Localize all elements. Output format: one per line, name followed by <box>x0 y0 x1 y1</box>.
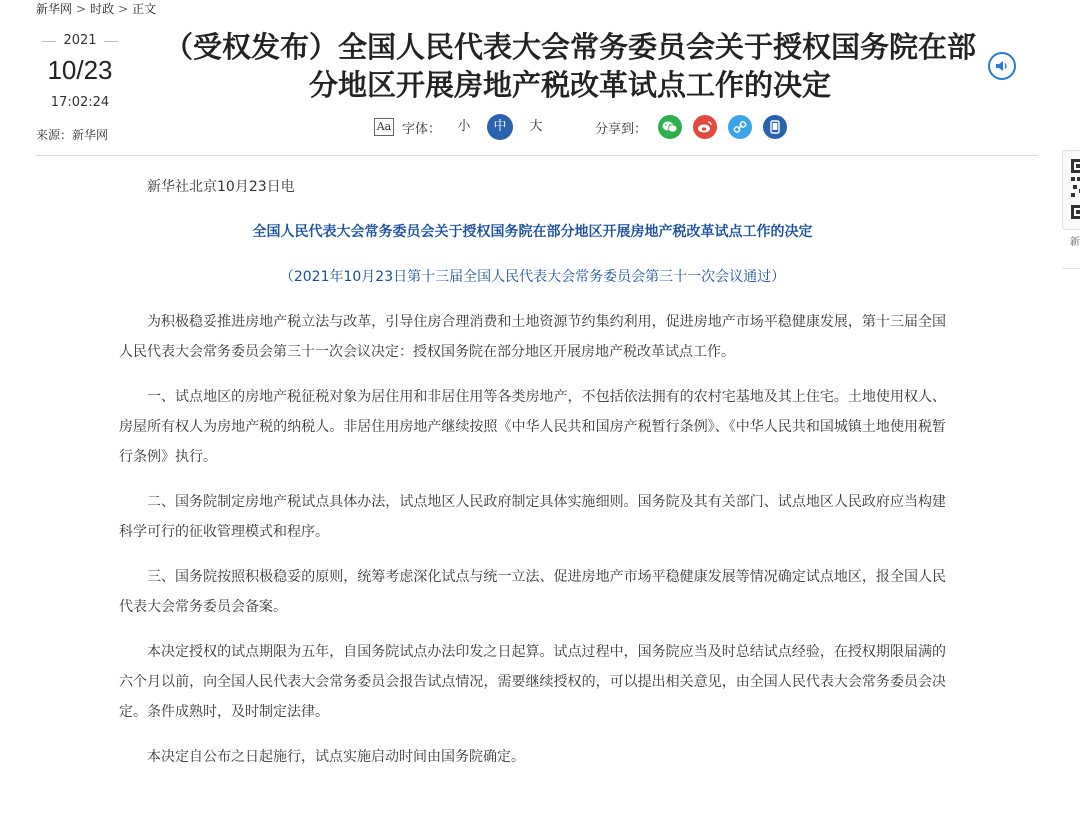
article-paragraph: 一、试点地区的房地产税征税对象为居住用和非居住用等各类房地产，不包括依法拥有的农村宅基地及其上住宅。土地使用权人、房屋所有权人为房地产税的纳税人。非居住用房地产继续按照《中华人民共和国房产税暂行条例》、《中华人民共和国城镇土地使用税暂行条例》执行。 <box>119 389 946 465</box>
publish-date <box>36 32 124 112</box>
font-size-icon: Aa <box>374 118 394 136</box>
article-heading: 全国人民代表大会常务委员会关于授权国务院在部分地区开展房地产税改革试点工作的决定 <box>252 224 813 240</box>
publish-month-day: 10/23 <box>47 55 113 85</box>
article-dateline: 新华社北京10月23日电 <box>147 179 295 195</box>
article-paragraph: 本决定授权的试点期限为五年，自国务院试点办法印发之日起算。试点过程中，国务院应当及时总结试点经验，在授权期限届满的六个月以前，向全国人民代表大会常务委员会报告试点情况，需要继续授权的，可以提出相关意见，由全国人民代表大会常务委员会决定。条件成熟时，及时制定法律。 <box>119 644 946 720</box>
article-paragraph: 二、国务院制定房地产税试点具体办法，试点地区人民政府制定具体实施细则。国务院及其有关部门、试点地区人民政府应当构建科学可行的征收管理模式和程序。 <box>119 494 946 540</box>
side-divider <box>1062 268 1080 269</box>
article-source: 来源：新华网 <box>36 128 109 142</box>
breadcrumb-politics-link[interactable]: 时政 <box>90 2 115 16</box>
qr-code-icon <box>1071 159 1080 219</box>
share-label: 分享到： <box>595 121 648 137</box>
font-size-large-button[interactable]: 大 <box>529 119 543 134</box>
publish-time: 17:02:24 <box>50 95 110 110</box>
weibo-icon[interactable] <box>693 115 717 139</box>
qr-code-widget[interactable] <box>1062 150 1080 230</box>
article-paragraph: 本决定自公布之日起施行，试点实施启动时间由国务院确定。 <box>147 749 525 765</box>
page-title: （受权发布）全国人民代表大会常务委员会关于授权国务院在部分地区开展房地产税改革试点工作的决定 <box>163 30 976 102</box>
speaker-icon <box>994 58 1010 74</box>
article-toolbar <box>374 114 787 140</box>
header-divider <box>36 155 1038 156</box>
side-widget-label: 新 <box>1070 237 1080 248</box>
breadcrumb-separator: > <box>76 2 87 16</box>
breadcrumb <box>36 0 156 18</box>
breadcrumb-separator: > <box>118 2 129 16</box>
article-body <box>119 172 946 772</box>
breadcrumb-current: 正文 <box>132 2 157 16</box>
mobile-icon[interactable] <box>763 115 787 139</box>
link-icon[interactable] <box>728 115 752 139</box>
article-paragraph: 为积极稳妥推进房地产税立法与改革，引导住房合理消费和土地资源节约集约利用，促进房地产市场平稳健康发展，第十三届全国人民代表大会常务委员会第三十一次会议决定：授权国务院在部分地区开展房地产税改革试点工作。 <box>119 314 946 360</box>
breadcrumb-home-link[interactable]: 新华网 <box>36 2 73 16</box>
read-aloud-button[interactable] <box>988 52 1016 80</box>
wechat-icon[interactable] <box>658 115 682 139</box>
publish-year: 2021 <box>36 32 124 50</box>
font-label: 字体： <box>402 121 442 137</box>
font-size-medium-button[interactable]: 中 <box>487 114 513 140</box>
article-subheading: （2021年10月23日第十三届全国人民代表大会常务委员会第三十一次会议通过） <box>279 269 786 285</box>
font-size-small-button[interactable]: 小 <box>457 119 471 134</box>
article-paragraph: 三、国务院按照积极稳妥的原则，统筹考虑深化试点与统一立法、促进房地产市场平稳健康发展等情况确定试点地区，报全国人民代表大会常务委员会备案。 <box>119 569 946 615</box>
